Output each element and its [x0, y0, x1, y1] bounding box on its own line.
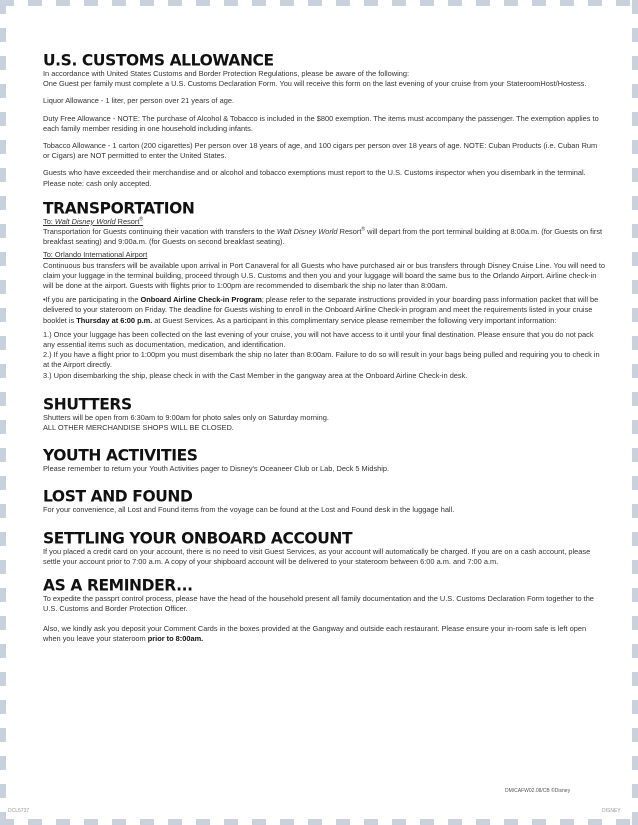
document-code: DM/CAFW02.08/CB ©Disney: [505, 788, 571, 794]
account-text: If you placed a credit card on your account, there is no need to visit Guest Services, as your account will automatically be charged. If you are on a cash account, please settle your account prior to 7:00 a.m. A copy of your shipboard account will be delivered to your stateroom between 6:00 a.m. and 7:00 a.m.: [43, 546, 591, 566]
wdw-subheading: To: Walt Disney World Resort®: [43, 216, 144, 226]
airport-subheading: To: Orlando International Airport: [43, 250, 148, 260]
shutters-hours: Shutters will be open from 6:30am to 9:00am for photo sales only on Saturday morning.: [43, 412, 329, 422]
onboard-checkin-text: •If you are participating in the Onboard Airline Check-in Program; please refer to the separate instructions provided in your boarding pass information packet that will be delivered to your stateroom on Friday. The deadline for Guests wishing to enroll in the Onboard Airline Check-in program and meet the requirements listed in your cruise booklet is Thursday at 6:00 p.m. at Guest Services. As a participant in this complimentary service please remember the following very important information:: [43, 295, 599, 325]
duty-free-allowance: Duty Free Allowance - NOTE: The purchase of Alcohol & Tobacco is included in the $800 exemption. The items must accompany the passenger. The exemption applies to each family member residing in one household including infants.: [43, 113, 599, 133]
liquor-allowance: Liquor Allowance - 1 liter, per person over 21 years of age.: [43, 96, 235, 106]
airport-transfer-text: Continuous bus transfers will be available upon arrival in Port Canaveral for all Guests who have purchased air or bus transfers through Disney Cruise Line. You will need to claim your luggage in the terminal building, proceed through U.S. Customs and then you and your luggage will board the same bus to the Orlando Airport. Airline check-in will be done at the airport. Guests with flights prior to 1:00pm are recommended to disembark the ship no later than 8:00am.: [43, 260, 605, 291]
shutters-heading: SHUTTERS: [43, 394, 132, 414]
reminder-heading: AS A REMINDER...: [43, 576, 193, 595]
shops-closed-notice: ALL OTHER MERCHANDISE SHOPS WILL BE CLOSED.: [43, 423, 234, 433]
checkin-item-3: 3.) Upon disembarking the ship, please check in with the Cast Member in the gangway area at the Onboard Airline Check-in desk.: [43, 370, 468, 380]
comment-card-reminder: Also, we kindly ask you deposit your Comment Cards in the boxes provided at the Gangway and outside each restaurant. Please ensure your in-room safe is left open when you leave your stateroom prior to 8:00am.: [43, 623, 587, 643]
transportation-section: [43, 199, 605, 381]
shutters-section: [43, 395, 605, 433]
youth-heading: YOUTH ACTIVITIES: [43, 446, 198, 466]
lost-found-heading: LOST AND FOUND: [43, 487, 193, 507]
lost-found-section: [43, 487, 605, 515]
footer-left-code: DCL5737: [8, 808, 30, 814]
youth-text: Please remember to return your Youth Activities pager to Disney's Oceaneer Club or Lab, Deck 5 Midship.: [43, 464, 390, 474]
page-border-left: [0, 0, 6, 825]
transportation-heading: TRANSPORTATION: [43, 198, 195, 218]
page-border-bottom: [0, 819, 638, 825]
tobacco-allowance: Tobacco Allowance - 1 carton (200 cigarettes) Per person over 18 years of age, and 100 cigars per person over 18 years of age. NOTE: Cuban Products (i.e. Cuban Rum or Cigars) are NOT permitted to enter the United States.: [43, 141, 598, 161]
page-border-right: [632, 0, 638, 825]
customs-section: [43, 51, 605, 189]
youth-section: [43, 446, 605, 474]
account-heading: SETTLING YOUR ONBOARD ACCOUNT: [43, 528, 353, 548]
account-section: [43, 529, 605, 567]
exemption-notice: Guests who have exceeded their merchandise and or alcohol and tobacco exemptions must report to the U.S. Customs inspector when you disembark in the terminal. Please note: cash only accepted.: [43, 168, 586, 188]
wdw-transfer-text: Transportation for Guests continuing their vacation with transfers to the Walt Disney World Resort® will depart from the port terminal building at 8:00a.m. (for Guests on first breakfast seating) and 9:00a.m. (for Guests on second breakfast seating).: [43, 226, 603, 247]
footer-right-label: DISNEY: [602, 808, 621, 814]
passport-reminder: To expedite the passprt control process, please have the head of the household present all family documentation and the U.S. Customs Declaration Form together to the U.S. Customs and Border Protection Officer.: [43, 594, 594, 614]
customs-intro: In accordance with United States Customs and Border Protection Regulations, please be aware of the following:: [43, 69, 410, 78]
customs-heading: U.S. CUSTOMS ALLOWANCE: [43, 51, 274, 70]
lost-found-text: For your convenience, all Lost and Found items from the voyage can be found at the Lost and Found desk in the luggage hall.: [43, 505, 455, 515]
customs-declaration: One Guest per family must complete a U.S. Customs Declaration Form. You will receive this form on the last evening of your cruise from your StateroomHost/Hostess.: [43, 79, 587, 89]
page-border-top: [0, 0, 638, 6]
checkin-item-1: 1.) Once your luggage has been collected on the last evening of your cruise, you will not have access to it until your final destination. Please ensure that you do not pack any essential items such as documentation, medication, and identification.: [43, 329, 594, 350]
checkin-item-2: 2.) If you have a flight prior to 1:00pm you must disembark the ship no later than 8:00am. Failure to do so will result in your bags being pulled and requiring you to check in at the Airport directly.: [43, 350, 600, 370]
reminder-section: [43, 576, 605, 644]
document-body: [43, 51, 605, 644]
